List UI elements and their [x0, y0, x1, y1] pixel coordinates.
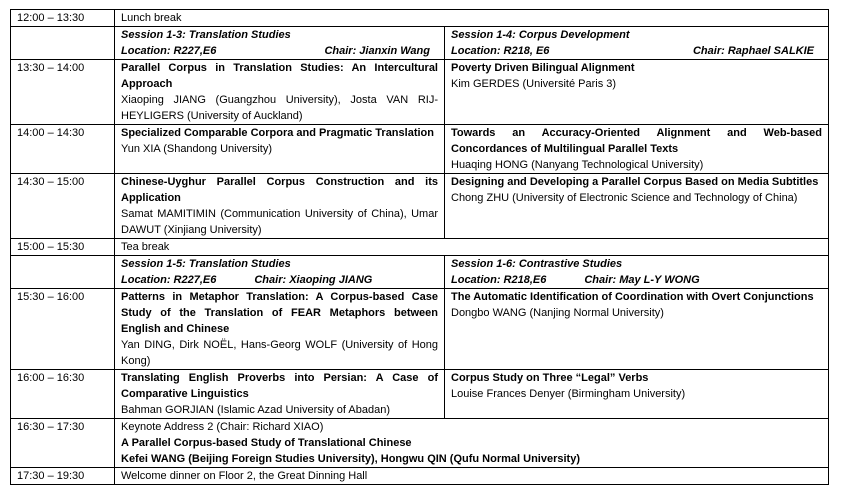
- row-tea: [11, 239, 829, 256]
- paper-title: The Automatic Identification of Coordination with Overt Conjunctions: [451, 291, 814, 303]
- paper-title: Towards an Accuracy-Oriented Alignment and Web-based Concordances of Multilingual Parallel Texts: [451, 127, 823, 155]
- row-1600: [11, 370, 829, 419]
- session-chair: Chair: Xiaoping JIANG: [254, 274, 373, 286]
- paper-authors: Yan DING, Dirk NOËL, Hans-Georg WOLF (University of Hong Kong): [121, 339, 438, 367]
- paper-cell: [115, 60, 445, 125]
- paper-cell: [115, 174, 445, 239]
- time-cell: 17:30 – 19:30: [11, 468, 115, 485]
- dinner-cell: Welcome dinner on Floor 2, the Great Dinning Hall: [115, 468, 829, 485]
- paper-authors: Chong ZHU (University of Electronic Science and Technology of China): [451, 192, 798, 204]
- time-cell: 12:00 – 13:30: [11, 10, 115, 27]
- empty-time-cell: [11, 256, 115, 289]
- paper-cell: [445, 174, 829, 239]
- paper-authors: Huaqing HONG (Nanyang Technological University): [451, 159, 704, 171]
- session-1-6-header: [445, 256, 829, 289]
- paper-title: Corpus Study on Three “Legal” Verbs: [451, 372, 649, 384]
- paper-authors: Kim GERDES (Université Paris 3): [451, 78, 617, 90]
- session-location: Location: R218, E6: [451, 45, 550, 57]
- schedule-table: [10, 9, 829, 485]
- paper-title: Designing and Developing a Parallel Corpus Based on Media Subtitles: [451, 176, 819, 188]
- paper-authors: Louise Frances Denyer (Birmingham University): [451, 388, 686, 400]
- session-location: Location: R227,E6: [121, 274, 217, 286]
- tea-break-cell: Tea break: [115, 239, 829, 256]
- session-chair: Chair: May L-Y WONG: [584, 274, 700, 286]
- paper-cell: [115, 289, 445, 370]
- paper-cell: [445, 289, 829, 370]
- session-chair: Chair: Jianxin Wang: [324, 45, 430, 57]
- time-cell: 15:30 – 16:00: [11, 289, 115, 370]
- row-1400: [11, 125, 829, 174]
- row-lunch: [11, 10, 829, 27]
- row-1330: [11, 60, 829, 125]
- paper-title: Parallel Corpus in Translation Studies: An Intercultural Approach: [121, 62, 438, 90]
- row-session-header-2: [11, 256, 829, 289]
- paper-authors: Xiaoping JIANG (Guangzhou University), Josta VAN RIJ-HEYLIGERS (University of Auckland): [121, 94, 438, 122]
- session-1-3-header: [115, 27, 445, 60]
- paper-authors: Yun XIA (Shandong University): [121, 143, 273, 155]
- paper-cell: [115, 125, 445, 174]
- session-1-5-header: [115, 256, 445, 289]
- row-1530: [11, 289, 829, 370]
- session-1-4-header: [445, 27, 829, 60]
- time-cell: 15:00 – 15:30: [11, 239, 115, 256]
- session-title: Session 1-3: Translation Studies: [121, 29, 291, 41]
- row-keynote: [11, 419, 829, 468]
- keynote-heading: Keynote Address 2 (Chair: Richard XIAO): [121, 421, 324, 433]
- row-dinner: [11, 468, 829, 485]
- paper-cell: [445, 60, 829, 125]
- time-cell: 14:30 – 15:00: [11, 174, 115, 239]
- session-title: Session 1-4: Corpus Development: [451, 29, 630, 41]
- keynote-title: A Parallel Corpus-based Study of Translational Chinese: [121, 437, 412, 449]
- keynote-speakers: Kefei WANG (Beijing Foreign Studies University), Hongwu QIN (Qufu Normal University): [121, 453, 580, 465]
- time-cell: 14:00 – 14:30: [11, 125, 115, 174]
- time-cell: 16:30 – 17:30: [11, 419, 115, 468]
- paper-title: Patterns in Metaphor Translation: A Corpus-based Case Study of the Translation of FEAR Metaphors between English and Chinese: [121, 291, 438, 335]
- paper-title: Chinese-Uyghur Parallel Corpus Construction and its Application: [121, 176, 438, 204]
- session-chair: Chair: Raphael SALKIE: [692, 45, 815, 57]
- time-cell: 16:00 – 16:30: [11, 370, 115, 419]
- paper-authors: Dongbo WANG (Nanjing Normal University): [451, 307, 664, 319]
- paper-cell: [445, 125, 829, 174]
- keynote-cell: [115, 419, 829, 468]
- session-title: Session 1-6: Contrastive Studies: [451, 258, 623, 270]
- session-location: Location: R227,E6: [121, 45, 217, 57]
- lunch-break-cell: Lunch break: [115, 10, 829, 27]
- row-1430: [11, 174, 829, 239]
- row-session-header-1: [11, 27, 829, 60]
- session-title: Session 1-5: Translation Studies: [121, 258, 291, 270]
- paper-authors: Bahman GORJIAN (Islamic Azad University of Abadan): [121, 404, 390, 416]
- session-location: Location: R218,E6: [451, 274, 547, 286]
- paper-title: Specialized Comparable Corpora and Pragmatic Translation: [121, 127, 434, 139]
- time-cell: 13:30 – 14:00: [11, 60, 115, 125]
- empty-time-cell: [11, 27, 115, 60]
- paper-authors: Samat MAMITIMIN (Communication University of China), Umar DAWUT (Xinjiang University): [121, 208, 438, 236]
- paper-title: Poverty Driven Bilingual Alignment: [451, 62, 635, 74]
- paper-title: Translating English Proverbs into Persian: A Case of Comparative Linguistics: [121, 372, 438, 400]
- paper-cell: [115, 370, 445, 419]
- paper-cell: [445, 370, 829, 419]
